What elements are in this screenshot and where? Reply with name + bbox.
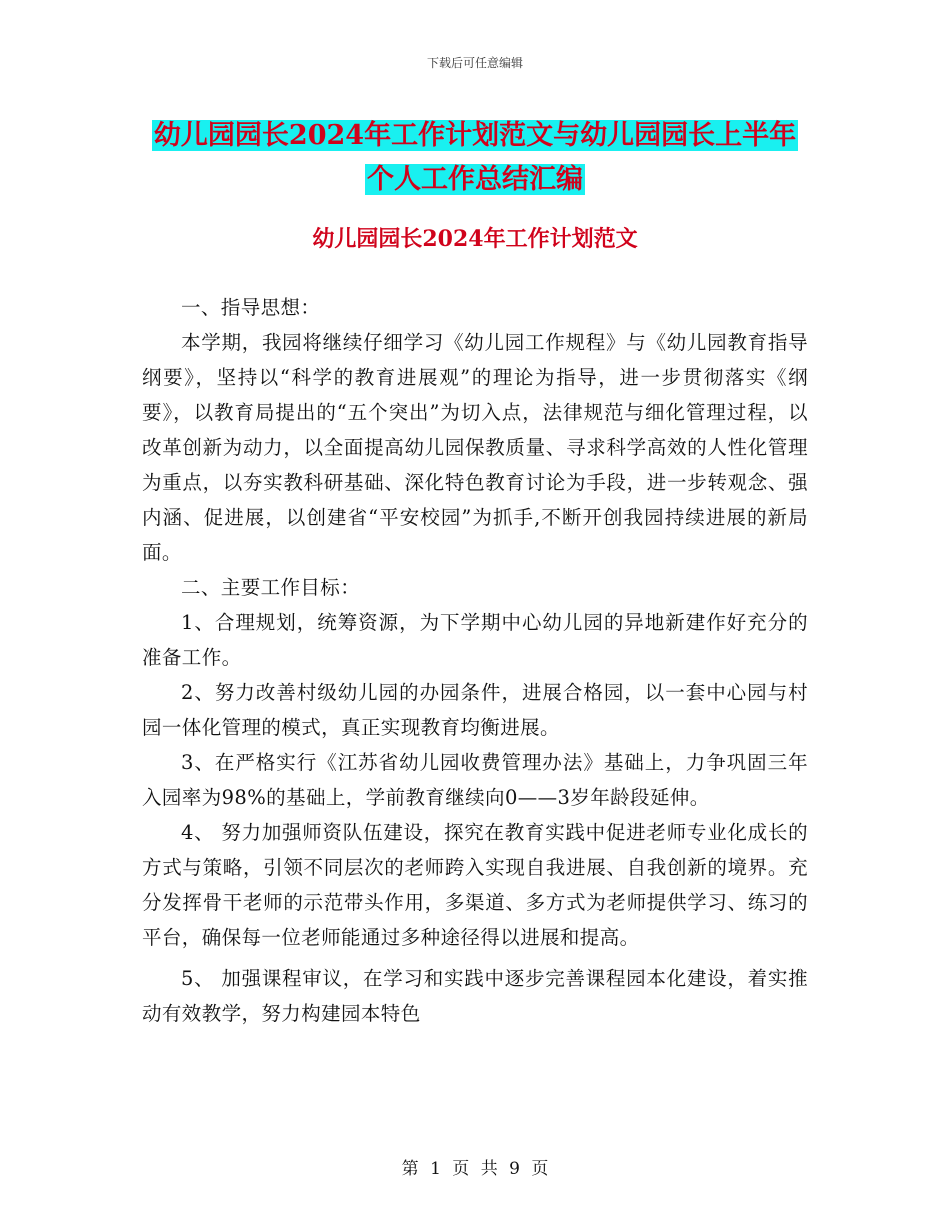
paragraph-heading-goals: 二、主要工作目标： [181, 576, 361, 599]
paragraph: 本学期，我园将继续仔细学习《幼儿园工作规程》与《幼儿园教育指导纲要》，坚持以“科学的教育进展观”的理论为指导，进一步贯彻落实《纲要》，以教育局提出的“五个突出”为切入点，法律规范与细化管理过程，以改革创新为动力，以全面提高幼儿园保教质量、寻求科学高效的人性化管理为重点，以夯实教科研基础、深化特色教育讨论为手段，进一步转观念、强内涵、促进展，以创建省“平安校园”为抓手,不断开创我园持续进展的新局面。 [142, 331, 808, 564]
document-title [140, 114, 810, 202]
section-title: 幼儿园园长2024年工作计划范文 [312, 226, 638, 252]
paragraph-heading-guiding: 一、指导思想： [181, 296, 321, 319]
paragraph: 5、 加强课程审议，在学习和实践中逐步完善课程园本化建设，着实推动有效教学，努力构建园本特色 [142, 967, 808, 1025]
paragraph: 2、努力改善村级幼儿园的办园条件，进展合格园，以一套中心园与村园一体化管理的模式，真正实现教育均衡进展。 [142, 681, 808, 739]
document-title-line-2: 个人工作总结汇编 [367, 164, 583, 195]
paragraph: 4、 努力加强师资队伍建设，探究在教育实践中促进老师专业化成长的方式与策略，引领不同层次的老师跨入实现自我进展、自我创新的境界。充分发挥骨干老师的示范带头作用，多渠道、多方式为老师提供学习、练习的平台，确保每一位老师能通过多种途径得以进展和提高。 [142, 821, 808, 949]
paragraph: 1、合理规划，统筹资源，为下学期中心幼儿园的异地新建作好充分的准备工作。 [142, 611, 808, 669]
paragraph: 3、在严格实行《江苏省幼儿园收费管理办法》基础上，力争巩固三年入园率为98%的基础上，学前教育继续向0——3岁年龄段延伸。 [142, 751, 808, 809]
document-body [142, 290, 808, 1031]
page-footer: 第 1 页 共 9 页 [401, 1159, 549, 1179]
document-title-line-1: 幼儿园园长2024年工作计划范文与幼儿园园长上半年 [153, 120, 797, 151]
header-note: 下载后可任意编辑 [426, 56, 523, 70]
